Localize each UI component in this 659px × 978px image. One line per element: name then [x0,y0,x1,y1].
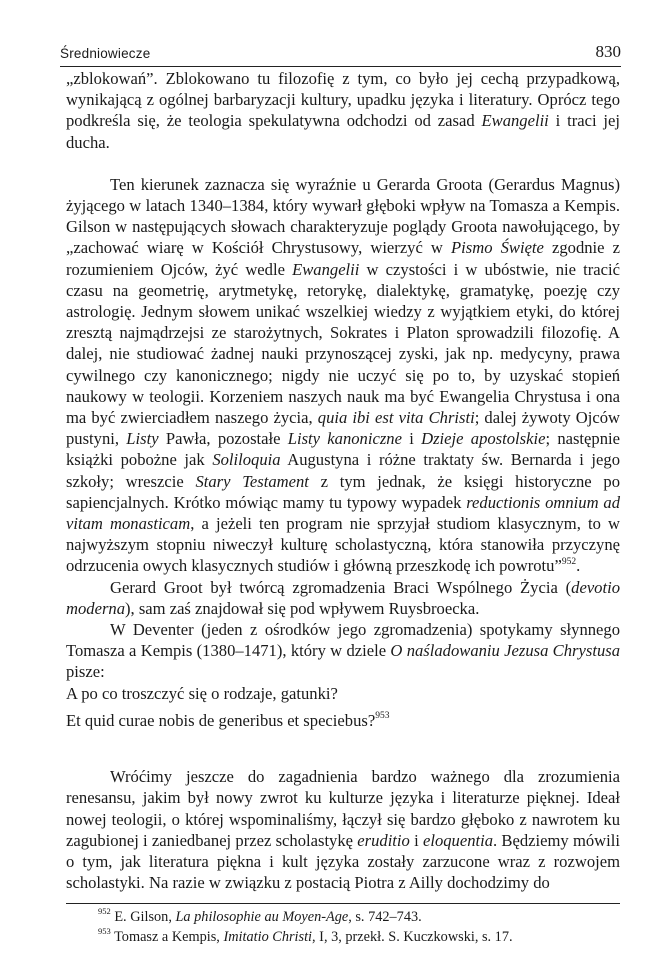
paragraph-4: W Deventer (jeden z ośrodków jego zgromadzenia) spotykamy słynnego Tomasza a Kempis (1380–1471), który w dziele O naśladowaniu Jezusa Chrystusa pisze: [66,620,620,682]
paragraph-5: Wróćimy jeszcze do zagadnienia bardzo ważnego dla zrozumienia renesansu, jakim był nowy zwrot ku kulturze języka i literaturze pięknej. Ideał nowej teologii, o której wspominaliśmy, łączył się bardzo głęboko z nawrotem ku zagubionej i zaniedbanej przez scholastykę eruditio i eloquentia. Będziemy mówili o tym, jak literatura piękna i kult języka zostały zarzucone wraz z rozwojem scholastyki. Na razie w związku z postacią Piotra z Ailly dochodzimy do [66,767,620,893]
page-header [60,38,621,67]
footnotes [98,908,618,947]
footnote-ref-953: 953 [375,711,390,722]
paragraph-1: „zblokowań”. Zblokowano tu filozofię z tym, co było jej cechą przypadkową, wynikającą z ogólnej barbaryzacji kultury, upadku języka i literatury. Oprócz tego podkreśla się, że teologia spekulatywna odchodzi od zasad Ewangelii i traci jej ducha. [66,69,620,152]
paragraph-3: Gerard Groot był twórcą zgromadzenia Braci Wspólnego Życia (devotio moderna), sam zaś znajdował się pod wpływem Ruysbroecka. [66,577,620,618]
footnote-divider [66,903,620,904]
body-text [66,68,620,893]
footnote-ref-952: 952 [561,556,577,567]
paragraph-2: Ten kierunek zaznacza się wyraźnie u Gerarda Groota (Gerardus Magnus) żyjącego w latach 1340–1384, który wywarł głęboki wpływ na Tomasza a Kempis. Gilson w następujących słowach charakteryzuje poglądy Groota nawołującego, by „zachować wiarę w Kościół Chrystusowy, wierzyć w Pismo Święte zgodnie z rozumieniem Ojców, żyć wedle Ewangelii w czystości i w ubóstwie, nie tracić czasu na geometrię, arytmetykę, retorykę, dialektykę, gramatykę, poezję czy astrologię. Jednym słowem unikać wszelkiej wiedzy z wyjątkiem etyki, do której zresztą najmądrzejsi ze starożytnych, Sokrates i Platon sprowadzili filozofię. A dalej, nie studiować żadnej nauki przynoszącej zyski, jak np. medycyny, prawa cywilnego czy kanonicznego; nigdy nie uczyć się po to, by uzyskać stopień naukowy w teologii. Korzeniem naszych nauk ma być Ewangelia Chrystusa i ona ma być zwierciadłem naszego życia, quia ibi est vita Christi; dalej żywoty Ojców pustyni, Listy Pawła, pozostałe Listy kanoniczne i Dzieje apostolskie; następnie książki pobożne jak Soliloquia Augustyna i różne traktaty św. Bernarda i jego szkoły; wreszcie Stary Testament z tym jednak, że księgi historyczne po sapiencjalnych. Krótko mówiąc mamy tu typowy wypadek reductionis omnium ad vitam monasticam, a jeżeli ten program nie sprzyjał studiom klasycznym, to w najwyższym stopniu niweczył kulturę scholastyczną, która stanowiła przyczynę odrzucenia owych klasycznych studiów i główną przeszkodę ich powrotu”$^{952}$. [66,174,621,576]
quote-latin: Et quid curae nobis de generibus et speciebus?$^{953}$ [66,710,390,730]
quote-polish: A po co troszczyć się o rodzaje, gatunki? [66,683,338,703]
running-title: Średniowiecze [60,46,151,61]
footnote-953: $^{953}$ Tomasz a Kempis, Imitatio Christi, I, 3, przekł. S. Kuczkowski, s. 17. [98,925,513,945]
footnote-952: $^{952}$ E. Gilson, La philosophie au Moyen-Age, s. 742–743. [98,906,422,925]
page-number: 830 [595,42,621,61]
